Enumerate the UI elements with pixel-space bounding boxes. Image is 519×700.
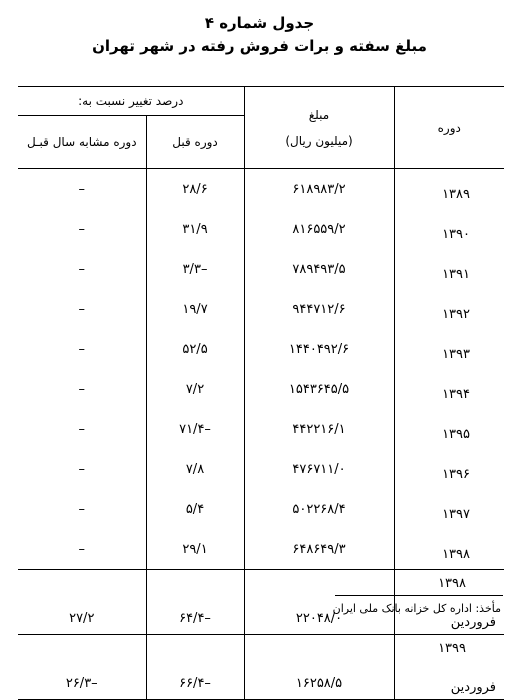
cell-amount: ۴۴۲۲۱۶/۱ — [244, 409, 394, 449]
cell-period: ۱۳۹۵ — [394, 409, 504, 449]
cell-amount: ۸۱۶۵۵۹/۲ — [244, 209, 394, 249]
cell-prev-period: ۵۲/۵ — [146, 329, 244, 369]
cell-prev-year: – — [78, 341, 85, 357]
cell-prev-year: – — [78, 301, 85, 317]
header-amount — [244, 87, 394, 169]
table-row — [18, 409, 504, 449]
cell-prev-year: – — [78, 381, 85, 397]
table-number-title: جدول شماره ۴ — [204, 14, 315, 32]
source-note: مأخذ: اداره کل خزانه بانک ملی ایران — [332, 602, 501, 615]
cell-prev-year: –۲۶/۳ — [18, 635, 146, 700]
cell-period: ۱۳۹۲ — [394, 289, 504, 329]
table-caption: مبلغ سفته و برات فروش رفته در شهر تهران — [92, 37, 427, 55]
table-row — [18, 249, 504, 289]
cell-prev-period: ۱۹/۷ — [146, 289, 244, 329]
cell-prev-period: –۶۶/۴ — [146, 635, 244, 700]
cell-prev-year: – — [78, 501, 85, 517]
cell-prev-year: – — [18, 529, 146, 570]
cell-prev-period: ۵/۴ — [146, 489, 244, 529]
header-amount-unit: (میلیون ریال) — [285, 133, 353, 148]
header-period: دوره — [394, 87, 504, 169]
table-row — [18, 449, 504, 489]
cell-amount: ۹۴۴۷۱۲/۶ — [244, 289, 394, 329]
cell-amount: ۵۰۲۲۶۸/۴ — [244, 489, 394, 529]
cell-amount: ۱۴۴۰۴۹۲/۶ — [244, 329, 394, 369]
cell-prev-period: ۲۹/۱ — [146, 529, 244, 570]
cell-month-year: ۱۳۹۹ — [438, 641, 467, 656]
cell-prev-period: ۷/۲ — [146, 369, 244, 409]
cell-month-name: فروردین — [450, 680, 497, 695]
title-block — [0, 12, 519, 58]
table-row — [18, 169, 504, 210]
cell-amount: ۷۸۹۴۹۳/۵ — [244, 249, 394, 289]
cell-period: ۱۳۹۳ — [394, 329, 504, 369]
table-row — [18, 489, 504, 529]
cell-period: ۱۳۹۰ — [394, 209, 504, 249]
table-row — [18, 209, 504, 249]
cell-period: ۱۳۸۹ — [394, 169, 504, 210]
table-row — [18, 289, 504, 329]
table-row — [18, 529, 504, 570]
header-prev-year-period: دوره مشابه سال قبـل — [18, 116, 146, 169]
cell-period: ۱۳۹۴ — [394, 369, 504, 409]
cell-month-year: ۱۳۹۸ — [438, 576, 467, 591]
cell-prev-year: – — [78, 461, 85, 477]
cell-amount: ۶۱۸۹۸۳/۲ — [244, 169, 394, 210]
cell-prev-year: – — [78, 181, 85, 197]
table-row — [18, 369, 504, 409]
cell-period: ۱۳۹۱ — [394, 249, 504, 289]
cell-prev-period: ۳۱/۹ — [146, 209, 244, 249]
cell-period: ۱۳۹۸ — [394, 529, 504, 570]
cell-period: ۱۳۹۶ — [394, 449, 504, 489]
cell-prev-year: – — [78, 421, 85, 437]
cell-month-period — [394, 635, 504, 700]
cell-prev-period: ۲۸/۶ — [146, 169, 244, 210]
cell-prev-period: –۶۴/۴ — [146, 570, 244, 635]
header-amount-label: مبلغ — [308, 107, 330, 122]
table-row-monthly — [18, 635, 504, 700]
header-prev-period: دوره قبل — [146, 116, 244, 169]
cell-amount: ۱۵۴۳۶۴۵/۵ — [244, 369, 394, 409]
cell-amount: ۴۷۶۷۱۱/۰ — [244, 449, 394, 489]
cell-prev-period: ۷/۸ — [146, 449, 244, 489]
source-divider — [335, 595, 503, 596]
cell-amount: ۲۲۰۴۸/۰ — [244, 570, 394, 635]
cell-amount: ۱۶۲۵۸/۵ — [244, 635, 394, 700]
cell-prev-year: – — [78, 221, 85, 237]
cell-prev-period: –۳/۳ — [146, 249, 244, 289]
table-row — [18, 329, 504, 369]
cell-prev-period: –۷۱/۴ — [146, 409, 244, 449]
cell-amount: ۶۴۸۶۴۹/۳ — [244, 529, 394, 570]
cell-period: ۱۳۹۷ — [394, 489, 504, 529]
cell-month-name: فروردین — [450, 615, 497, 630]
cell-prev-year: ۲۷/۲ — [18, 570, 146, 635]
header-change-group: درصد تغییر نسبت به: — [18, 87, 244, 116]
cell-prev-year: – — [78, 261, 85, 277]
